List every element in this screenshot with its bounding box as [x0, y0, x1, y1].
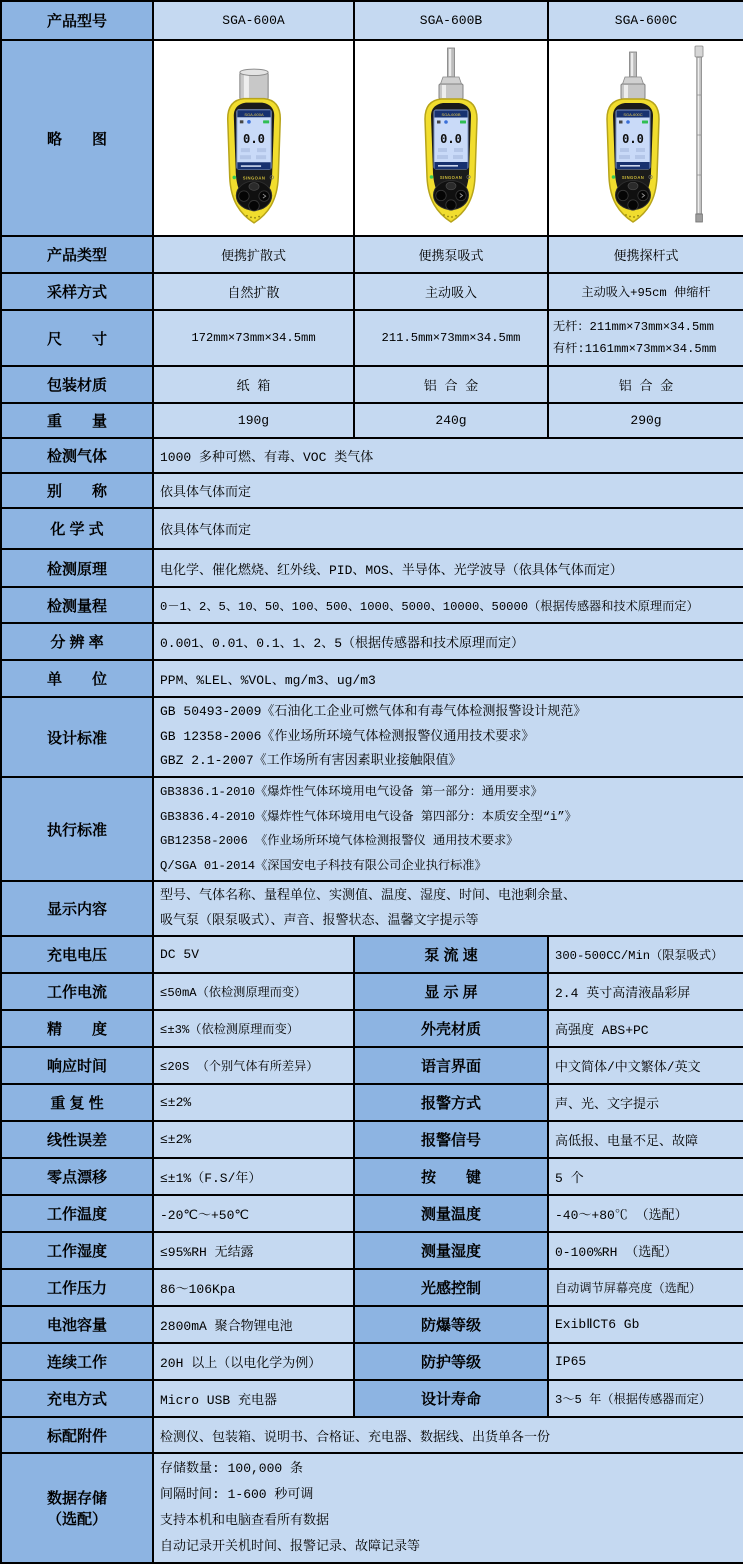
- cell-line: 有杆:1161mm×73mm×34.5mm: [553, 342, 717, 356]
- brand-text: SINGOAN: [621, 175, 645, 180]
- row-label: 线性误差: [1, 1121, 153, 1158]
- row-label: 检测气体: [1, 438, 153, 473]
- row-value: 自动调节屏幕亮度（选配）: [548, 1269, 743, 1306]
- table-row: [1, 697, 743, 777]
- device-image-sga-600b: [378, 43, 524, 233]
- device-photo-cell-c: [548, 40, 743, 236]
- row-value: 铝 合 金: [548, 366, 743, 403]
- row-label: 产品类型: [1, 236, 153, 273]
- sketch-row: [1, 40, 743, 236]
- row-value: PPM、%LEL、%VOL、mg/m3、ug/m3: [153, 660, 743, 697]
- cell-line: 支持本机和电脑查看所有数据: [160, 1513, 330, 1528]
- row-label: 工作压力: [1, 1269, 153, 1306]
- row-value: 便携扩散式: [153, 236, 354, 273]
- led-indicator: [612, 175, 616, 179]
- telescopic-rod-icon: [695, 46, 703, 222]
- row-value: 86～106Kpa: [153, 1269, 354, 1306]
- model-name-a: SGA-600A: [153, 1, 354, 40]
- device-photo-cell-b: [354, 40, 548, 236]
- fan-icon: [626, 120, 630, 124]
- row-value: 自然扩散: [153, 273, 354, 310]
- control-pad: [236, 181, 271, 211]
- pump-probe-icon: [621, 52, 645, 99]
- pump-probe-icon: [439, 48, 463, 99]
- row-value: 240g: [354, 403, 548, 438]
- row-value: 290g: [548, 403, 743, 438]
- table-row: [1, 403, 743, 438]
- speaker-icon: [239, 120, 243, 123]
- row-value: 依具体气体而定: [153, 473, 743, 508]
- speaker-icon: [619, 121, 623, 124]
- row-label: 泵 流 速: [354, 936, 548, 973]
- row-value: 211.5mm×73mm×34.5mm: [354, 310, 548, 366]
- fan-icon: [444, 120, 448, 124]
- screen-title: SGA-600B: [441, 112, 461, 117]
- device-screen: [616, 110, 650, 169]
- row-value: 2800mA 聚合物锂电池: [153, 1306, 354, 1343]
- row-value: [153, 881, 743, 936]
- row-value: 3～5 年（根据传感器而定）: [548, 1380, 743, 1417]
- table-row: [1, 549, 743, 587]
- table-row: [1, 881, 743, 936]
- table-row: [1, 273, 743, 310]
- battery-icon: [263, 120, 269, 123]
- row-value: 高低报、电量不足、故障: [548, 1121, 743, 1158]
- row-value: 172mm×73mm×34.5mm: [153, 310, 354, 366]
- table-row: [1, 1010, 743, 1047]
- row-label: 光感控制: [354, 1269, 548, 1306]
- cell-line: GB 50493-2009《石油化工企业可燃气体和有毒气体检测报警设计规范》: [160, 704, 587, 720]
- row-value: ≤50mA（依检测原理而变）: [153, 973, 354, 1010]
- row-label: 充电方式: [1, 1380, 153, 1417]
- row-label: 尺 寸: [1, 310, 153, 366]
- table-row: [1, 508, 743, 549]
- row-value: -20℃～+50℃: [153, 1195, 354, 1232]
- row-value: 5 个: [548, 1158, 743, 1195]
- row-label: 按 键: [354, 1158, 548, 1195]
- row-value: ExibⅡCT6 Gb: [548, 1306, 743, 1343]
- cell-line: GBZ 2.1-2007《工作场所有害因素职业接触限值》: [160, 753, 462, 769]
- cell-line: 无杆：211mm×73mm×34.5mm: [553, 320, 714, 334]
- table-row: [1, 1306, 743, 1343]
- device-photo-cell-a: [153, 40, 354, 236]
- row-label: 采样方式: [1, 273, 153, 310]
- row-label: 标配附件: [1, 1417, 153, 1453]
- led-indicator: [232, 176, 236, 180]
- screen-value: 0.0: [242, 132, 265, 147]
- row-label: 包装材质: [1, 366, 153, 403]
- row-label: 工作温度: [1, 1195, 153, 1232]
- row-value: ≤±2%: [153, 1084, 354, 1121]
- row-label: 工作湿度: [1, 1232, 153, 1269]
- screen-value: 0.0: [440, 132, 462, 146]
- row-value: ≤95%RH 无结露: [153, 1232, 354, 1269]
- row-value: [153, 1453, 743, 1563]
- row-label: 单 位: [1, 660, 153, 697]
- row-label: 重 复 性: [1, 1084, 153, 1121]
- row-value: 铝 合 金: [354, 366, 548, 403]
- row-value: Micro USB 充电器: [153, 1380, 354, 1417]
- row-label: 执行标准: [1, 777, 153, 881]
- row-label: 防爆等级: [354, 1306, 548, 1343]
- row-label: 电池容量: [1, 1306, 153, 1343]
- screen-title: SGA-600C: [623, 112, 643, 117]
- table-row: [1, 623, 743, 660]
- row-value: 声、光、文字提示: [548, 1084, 743, 1121]
- row-label: 外壳材质: [354, 1010, 548, 1047]
- cell-line: 型号、气体名称、量程单位、实测值、温度、湿度、时间、电池剩余量、: [160, 888, 577, 903]
- row-label: 响应时间: [1, 1047, 153, 1084]
- brand-text: SINGOAN: [439, 175, 463, 180]
- row-label: 零点漂移: [1, 1158, 153, 1195]
- table-row: [1, 587, 743, 623]
- cell-line: Q/SGA 01-2014《深国安电子科技有限公司企业执行标准》: [160, 858, 487, 873]
- brand-text: SINGOAN: [242, 175, 265, 181]
- row-label: 别 称: [1, 473, 153, 508]
- label-line: 数据存储: [46, 1490, 107, 1507]
- led-indicator: [430, 175, 434, 179]
- cell-line: GB3836.1-2010《爆炸性气体环境用电气设备 第一部分：通用要求》: [160, 785, 543, 799]
- table-row: [1, 1047, 743, 1084]
- row-value: 20H 以上（以电化学为例）: [153, 1343, 354, 1380]
- table-row: [1, 1269, 743, 1306]
- row-value: ≤±2%: [153, 1121, 354, 1158]
- row-label: 分 辨 率: [1, 623, 153, 660]
- device-screen: [236, 110, 270, 170]
- row-label: 测量温度: [354, 1195, 548, 1232]
- table-row: [1, 1453, 743, 1563]
- header-row: [1, 1, 743, 40]
- table-row: [1, 473, 743, 508]
- battery-icon: [642, 121, 648, 124]
- row-value: 检测仪、包装箱、说明书、合格证、充电器、数据线、出货单各一份: [153, 1417, 743, 1453]
- sketch-label: 略 图: [1, 40, 153, 236]
- screen-title: SGA-600A: [243, 111, 264, 117]
- row-value: 300-500CC/Min（限泵吸式）: [548, 936, 743, 973]
- row-label: 设计标准: [1, 697, 153, 777]
- label-line: （选配）: [46, 1511, 107, 1528]
- row-label: 显 示 屏: [354, 973, 548, 1010]
- cell-line: GB3836.4-2010《爆炸性气体环境用电气设备 第四部分：本质安全型“i”》: [160, 809, 577, 824]
- cell-line: GB12358-2006 《作业场所环境气体检测报警仪 通用技术要求》: [160, 834, 519, 848]
- row-value: 0-100%RH （选配）: [548, 1232, 743, 1269]
- device-image-sga-600c: [572, 43, 720, 233]
- row-value: DC 5V: [153, 936, 354, 973]
- table-row: [1, 1343, 743, 1380]
- row-label: 设计寿命: [354, 1380, 548, 1417]
- model-name-b: SGA-600B: [354, 1, 548, 40]
- row-value: 主动吸入: [354, 273, 548, 310]
- table-row: [1, 1417, 743, 1453]
- row-label: 化 学 式: [1, 508, 153, 549]
- product-model-header: 产品型号: [1, 1, 153, 40]
- table-row: [1, 660, 743, 697]
- row-label: 充电电压: [1, 936, 153, 973]
- row-value: 0.001、0.01、0.1、1、2、5（根据传感器和技术原理而定）: [153, 623, 743, 660]
- cell-line: 吸气泵（限泵吸式）、声音、报警状态、温馨文字提示等: [160, 912, 479, 928]
- row-value: 190g: [153, 403, 354, 438]
- table-row: [1, 1084, 743, 1121]
- table-row: [1, 1195, 743, 1232]
- row-label: 防护等级: [354, 1343, 548, 1380]
- table-row: [1, 777, 743, 881]
- table-row: [1, 1232, 743, 1269]
- row-value: 高强度 ABS+PC: [548, 1010, 743, 1047]
- row-value: 纸 箱: [153, 366, 354, 403]
- model-name-c: SGA-600C: [548, 1, 743, 40]
- table-row: [1, 1158, 743, 1195]
- row-value: -40～+80℃ （选配）: [548, 1195, 743, 1232]
- row-value: IP65: [548, 1343, 743, 1380]
- screen-value: 0.0: [622, 132, 644, 146]
- row-value: 电化学、催化燃烧、红外线、PID、MOS、半导体、光学波导（依具体气体而定）: [153, 549, 743, 587]
- row-label: 连续工作: [1, 1343, 153, 1380]
- row-value: 主动吸入+95cm 伸缩杆: [548, 273, 743, 310]
- device-image-sga-600a: [179, 42, 329, 234]
- row-value: 1000 多种可燃、有毒、VOC 类气体: [153, 438, 743, 473]
- speaker-icon: [437, 121, 441, 124]
- battery-icon: [460, 121, 466, 124]
- row-label: 显示内容: [1, 881, 153, 936]
- table-row: [1, 1121, 743, 1158]
- row-label: 精 度: [1, 1010, 153, 1047]
- cell-line: GB 12358-2006《作业场所环境气体检测报警仪通用技术要求》: [160, 728, 535, 744]
- row-label: 重 量: [1, 403, 153, 438]
- row-label: 报警方式: [354, 1084, 548, 1121]
- table-row: [1, 973, 743, 1010]
- table-row: [1, 438, 743, 473]
- cell-line: 自动记录开关机时间、报警记录、故障记录等: [160, 1539, 421, 1554]
- table-row: [1, 366, 743, 403]
- row-label: 工作电流: [1, 973, 153, 1010]
- row-value: ≤±3%（依检测原理而变）: [153, 1010, 354, 1047]
- control-pad: [434, 181, 469, 211]
- device-with-probe: [607, 52, 659, 222]
- cell-line: 存储数量: 100,000 条: [160, 1461, 304, 1476]
- row-label: 检测量程: [1, 587, 153, 623]
- sensor-cap-icon: [239, 69, 267, 100]
- table-row: [1, 936, 743, 973]
- device-screen: [434, 110, 468, 169]
- table-row: [1, 1380, 743, 1417]
- row-value: 便携泵吸式: [354, 236, 548, 273]
- row-value: 依具体气体而定: [153, 508, 743, 549]
- fan-icon: [247, 120, 251, 124]
- row-label: 测量湿度: [354, 1232, 548, 1269]
- row-value: [153, 777, 743, 881]
- row-value: 0－1、2、5、10、50、100、500、1000、5000、10000、50000（根据传感器和技术原理而定）: [153, 587, 743, 623]
- row-value: 便携探杆式: [548, 236, 743, 273]
- cell-line: 间隔时间: 1-600 秒可调: [160, 1487, 314, 1502]
- row-value: [548, 310, 743, 366]
- table-row: [1, 236, 743, 273]
- row-label: 检测原理: [1, 549, 153, 587]
- row-value: 2.4 英寸高清液晶彩屏: [548, 973, 743, 1010]
- row-value: [153, 697, 743, 777]
- row-label: 语言界面: [354, 1047, 548, 1084]
- control-pad: [616, 181, 651, 211]
- row-value: 中文简体/中文繁体/英文: [548, 1047, 743, 1084]
- table-row: [1, 310, 743, 366]
- row-value: ≤±1%（F.S/年）: [153, 1158, 354, 1195]
- row-label: [1, 1453, 153, 1563]
- row-value: ≤20S （个别气体有所差异）: [153, 1047, 354, 1084]
- row-label: 报警信号: [354, 1121, 548, 1158]
